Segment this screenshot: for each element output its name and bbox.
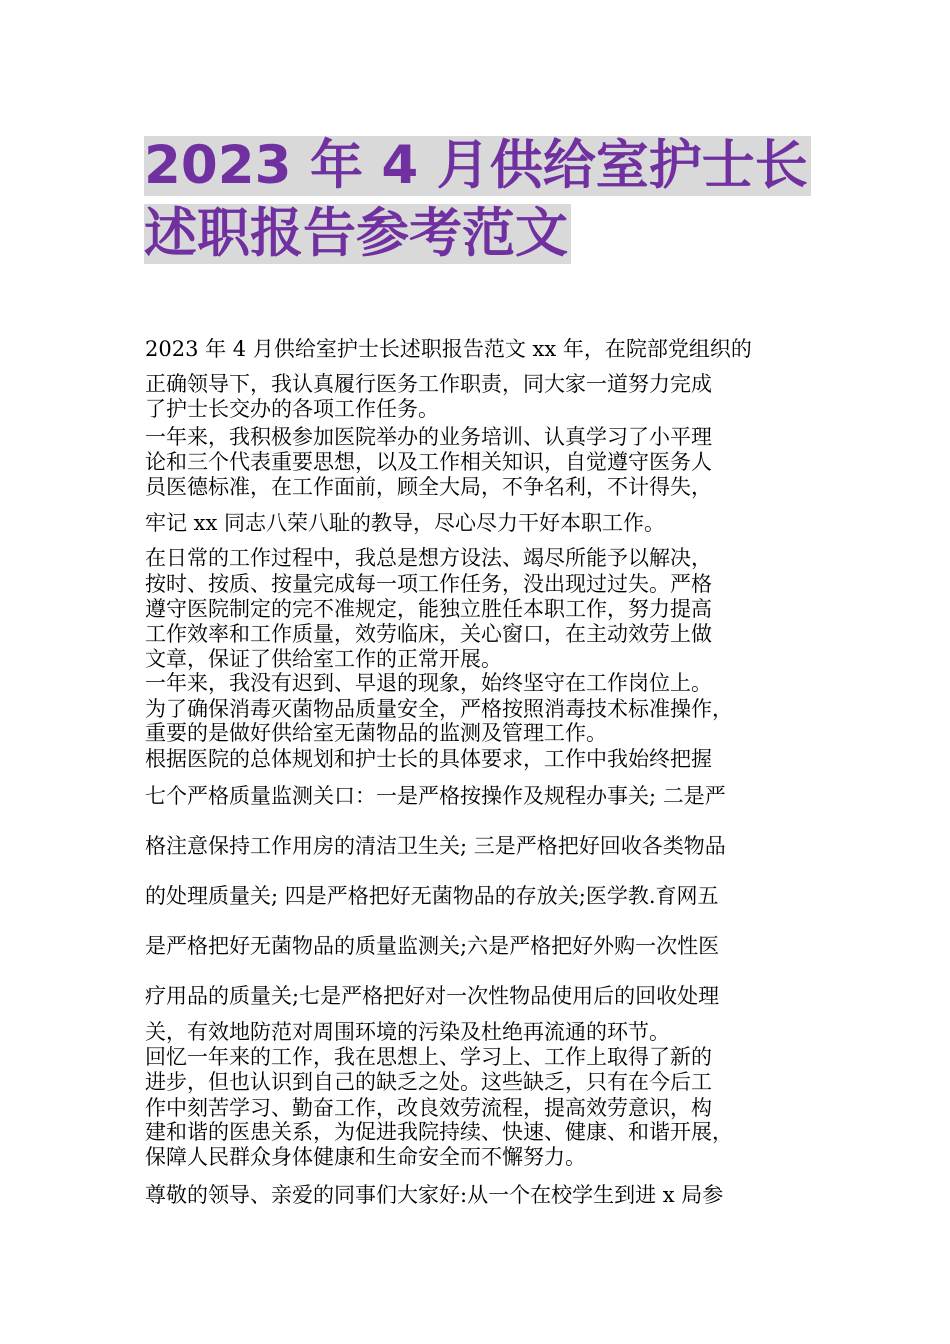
body-line: 按时、按质、按量完成每一项工作任务，没出现过过失。严格 bbox=[145, 572, 712, 596]
body-line: 回忆一年来的工作，我在思想上、学习上、工作上取得了新的 bbox=[145, 1045, 712, 1069]
body-line: 格注意保持工作用房的清洁卫生关; 三是严格把好回收各类物品 bbox=[145, 834, 726, 858]
body-line: 为了确保消毒灭菌物品质量安全，严格按照消毒技术标准操作， bbox=[145, 697, 733, 721]
body-line: 尊敬的领导、亲爱的同事们大家好:从一个在校学生到进 x 局参 bbox=[145, 1183, 724, 1207]
body-line: 遵守医院制定的完不准规定，能独立胜任本职工作，努力提高 bbox=[145, 597, 712, 621]
body-line: 正确领导下，我认真履行医务工作职责，同大家一道努力完成 bbox=[145, 372, 712, 396]
body-line: 一年来，我没有迟到、早退的现象，始终坚守在工作岗位上。 bbox=[145, 671, 712, 695]
body-line: 牢记 xx 同志八荣八耻的教导，尽心尽力干好本职工作。 bbox=[145, 511, 666, 535]
body-line: 作中刻苦学习、勤奋工作，改良效劳流程，提高效劳意识，构 bbox=[145, 1096, 712, 1120]
body-line: 进步，但也认识到自己的缺乏之处。这些缺乏，只有在今后工 bbox=[145, 1070, 712, 1094]
body-line: 员医德标准，在工作面前，顾全大局，不争名利，不计得失， bbox=[145, 475, 712, 499]
body-line: 2023 年 4 月供给室护士长述职报告范文 xx 年，在院部党组织的 bbox=[145, 337, 752, 361]
body-line: 文章，保证了供给室工作的正常开展。 bbox=[145, 647, 502, 671]
body-line: 是严格把好无菌物品的质量监测关;六是严格把好外购一次性医 bbox=[145, 934, 720, 958]
body-line: 七个严格质量监测关口：一是严格按操作及规程办事关; 二是严 bbox=[145, 784, 726, 808]
body-line: 的处理质量关; 四是严格把好无菌物品的存放关;医学教.育网五 bbox=[145, 884, 719, 908]
document-title-line-2: 述职报告参考范文 bbox=[144, 204, 571, 264]
body-line: 关，有效地防范对周围环境的污染及杜绝再流通的环节。 bbox=[145, 1020, 670, 1044]
body-line: 保障人民群众身体健康和生命安全而不懈努力。 bbox=[145, 1145, 586, 1169]
body-line: 建和谐的医患关系，为促进我院持续、快速、健康、和谐开展， bbox=[145, 1120, 733, 1144]
body-line: 在日常的工作过程中，我总是想方设法、竭尽所能予以解决， bbox=[145, 546, 712, 570]
body-line: 重要的是做好供给室无菌物品的监测及管理工作。 bbox=[145, 721, 607, 745]
body-line: 根据医院的总体规划和护士长的具体要求，工作中我始终把握 bbox=[145, 747, 712, 771]
body-line: 一年来，我积极参加医院举办的业务培训、认真学习了小平理 bbox=[145, 425, 712, 449]
body-line: 论和三个代表重要思想，以及工作相关知识，自觉遵守医务人 bbox=[145, 450, 712, 474]
body-line: 工作效率和工作质量，效劳临床，关心窗口，在主动效劳上做 bbox=[145, 622, 712, 646]
body-line: 疗用品的质量关;七是严格把好对一次性物品使用后的回收处理 bbox=[145, 984, 720, 1008]
document-title-line-1: 2023 年 4 月供给室护士长 bbox=[144, 136, 811, 196]
body-line: 了护士长交办的各项工作任务。 bbox=[145, 397, 439, 421]
